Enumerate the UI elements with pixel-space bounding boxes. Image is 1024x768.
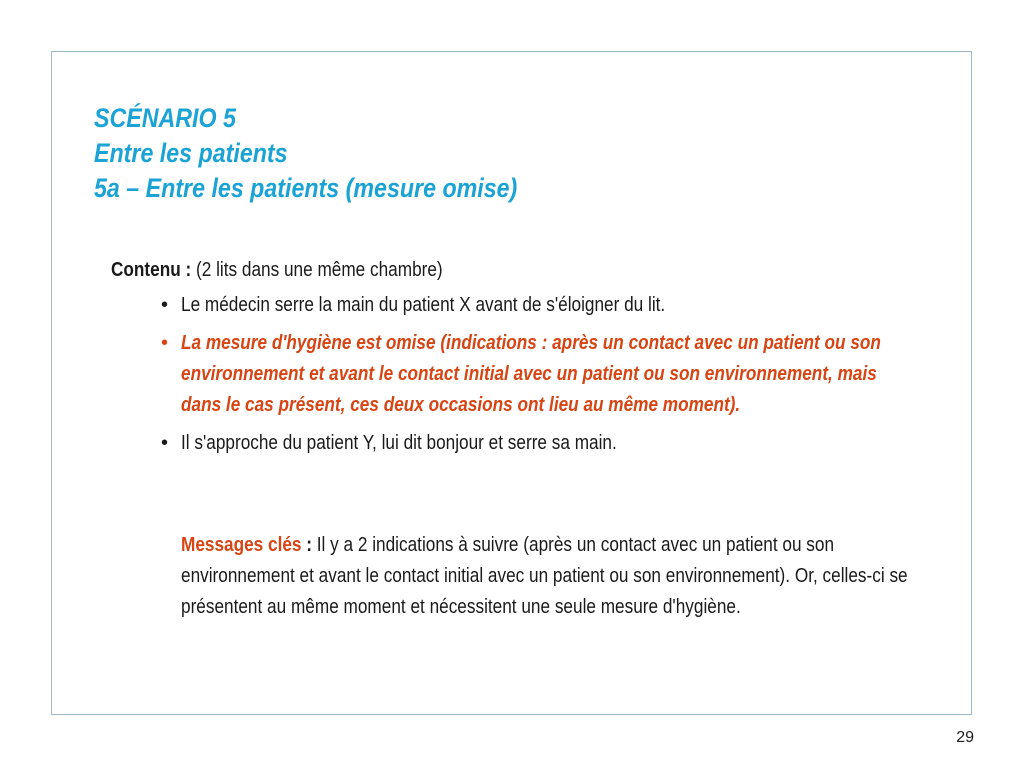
bullet-icon: • (161, 332, 169, 354)
bullet-item-omitted-measure (111, 328, 931, 421)
page-number: 29 (956, 729, 974, 746)
slide-body (111, 255, 931, 466)
content-label: Contenu : (111, 259, 192, 281)
key-messages (181, 530, 929, 623)
content-text: (2 lits dans une même chambre) (191, 259, 443, 281)
bullet-item-approach (111, 428, 931, 459)
bullet-icon: • (161, 432, 169, 454)
bullet-text: Il s'approche du patient Y, lui dit bonjour et serre sa main. (181, 432, 617, 454)
bullet-text: La mesure d'hygiène est omise (indications : après un contact avec un patient ou son environnement et avant le contact initial avec un patient ou son environnement, mais dans le cas présent, ces deux occasions ont lieu au même moment). (181, 332, 881, 416)
content-line (111, 255, 816, 286)
bullet-text: Le médecin serre la main du patient X avant de s'éloigner du lit. (181, 294, 666, 316)
key-messages-colon: : (301, 534, 313, 556)
bullet-icon: • (161, 294, 169, 316)
title-line-case: 5a – Entre les patients (mesure omise) (94, 173, 518, 203)
key-messages-text: Il y a 2 indications à suivre (après un contact avec un patient ou son environnement et avant le contact initial avec un patient ou son environnement). Or, celles-ci se présentent au même moment et nécessitent une seule mesure d'hygiène. (181, 534, 908, 618)
key-messages-label: Messages clés (181, 534, 302, 556)
bullet-list (111, 290, 931, 459)
title-line-subtitle: Entre les patients (94, 138, 288, 168)
slide-title (94, 101, 517, 206)
bullet-item-handshake (111, 290, 931, 321)
title-line-scenario: SCÉNARIO 5 (94, 103, 236, 133)
